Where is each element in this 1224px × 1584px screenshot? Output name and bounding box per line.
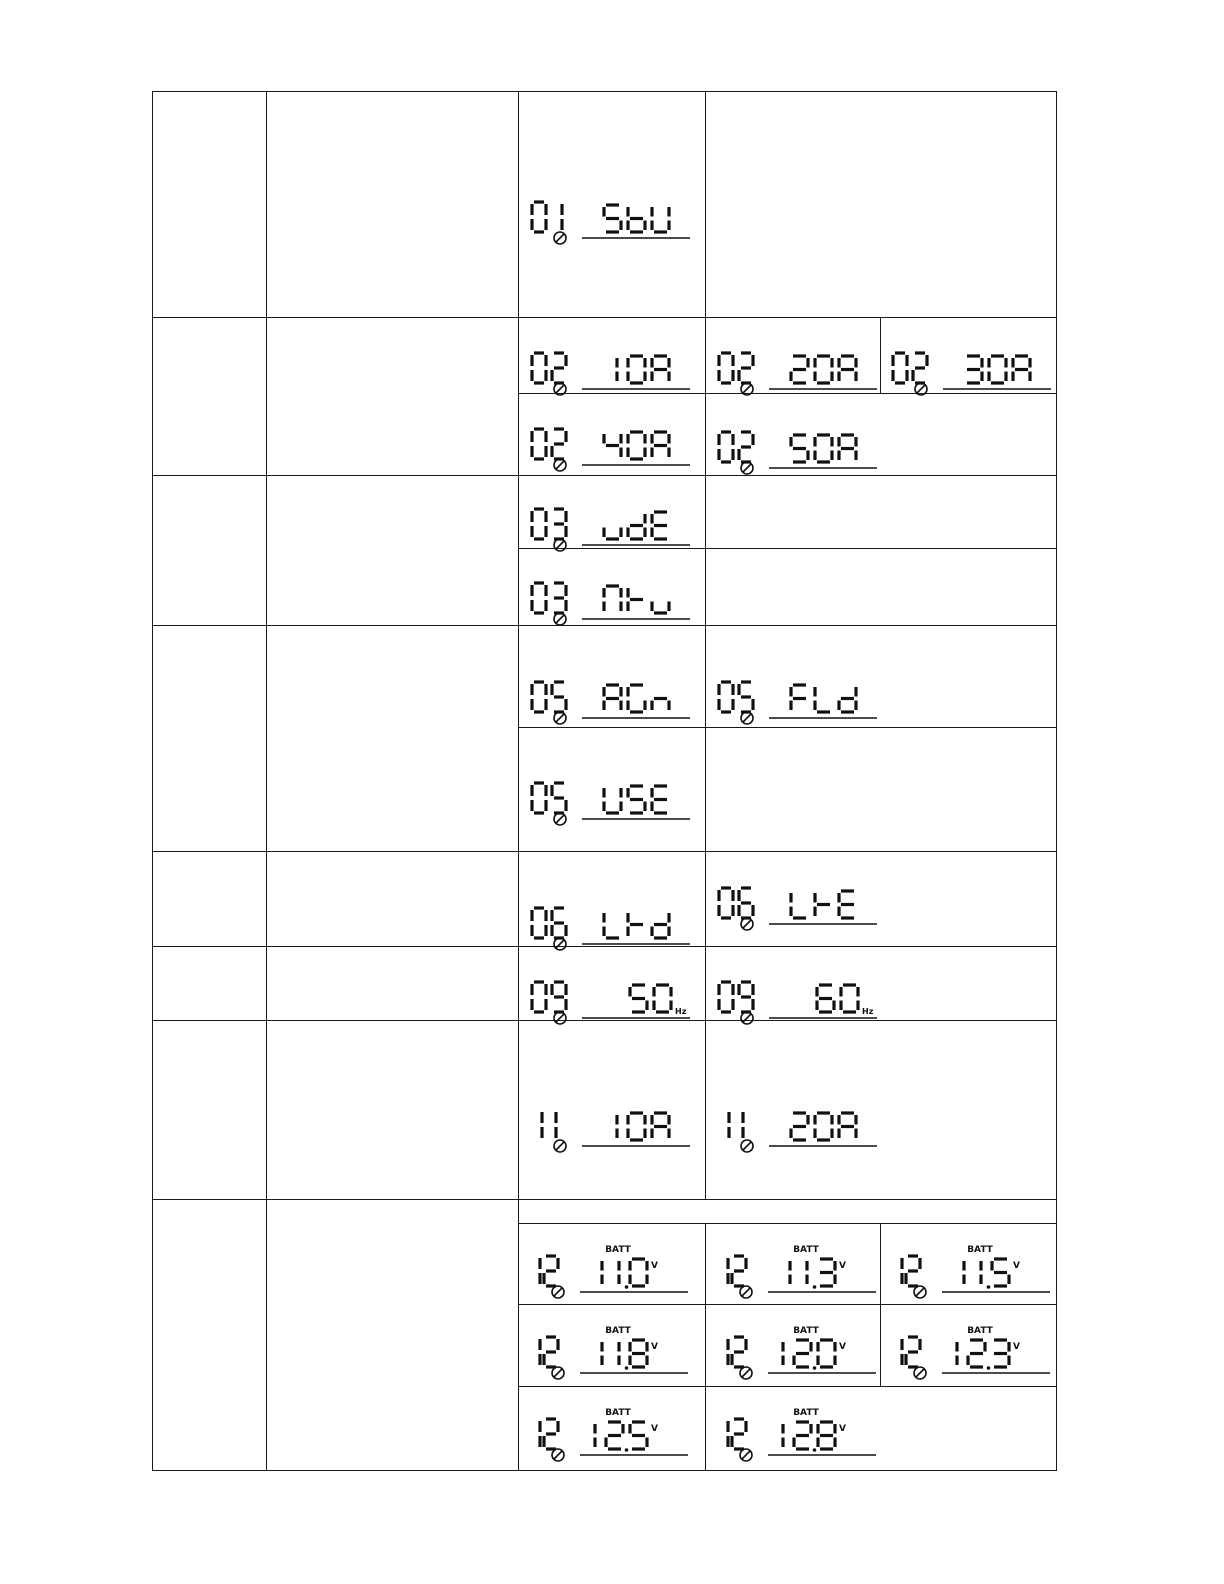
setting-value-digit bbox=[604, 913, 619, 938]
lcd-program-12-11-3v bbox=[714, 1244, 894, 1304]
setting-value-decimal-point bbox=[813, 1285, 817, 1289]
setting-value-decimal-point bbox=[987, 1285, 991, 1289]
setting-value-digit bbox=[967, 356, 982, 383]
lcd-display bbox=[528, 341, 708, 401]
lcd-display bbox=[528, 771, 708, 831]
setting-value-digit bbox=[628, 786, 645, 813]
lcd-program-06-ltd bbox=[528, 896, 708, 956]
program-number-digit bbox=[906, 1256, 920, 1286]
lcd-display bbox=[528, 1098, 708, 1158]
table-rule-vertical bbox=[705, 91, 706, 1200]
unit-label: V bbox=[651, 1424, 658, 1434]
program-number-digit bbox=[732, 1419, 746, 1449]
program-number-digit bbox=[532, 509, 546, 539]
table-rule-vertical bbox=[518, 91, 519, 1471]
lcd-program-09-60hz bbox=[715, 970, 895, 1030]
setting-value-digit bbox=[791, 1113, 808, 1140]
lcd-program-11-10a bbox=[528, 1098, 708, 1158]
batt-badge: BATT bbox=[793, 1408, 819, 1418]
setting-wrench-icon bbox=[554, 813, 566, 825]
lcd-program-03-ude bbox=[528, 497, 708, 557]
unit-label: V bbox=[839, 1342, 846, 1352]
setting-value-digit bbox=[652, 786, 667, 813]
lcd-display bbox=[528, 190, 708, 250]
lcd-display bbox=[526, 1244, 706, 1304]
setting-value-digit bbox=[652, 699, 669, 711]
program-number-digit bbox=[552, 908, 566, 938]
lcd-program-02-20a bbox=[715, 341, 895, 401]
lcd-program-12-11-5v bbox=[888, 1244, 1068, 1304]
program-number-digit bbox=[552, 783, 566, 813]
setting-value-digit bbox=[628, 432, 645, 459]
setting-wrench-icon bbox=[741, 918, 753, 930]
table-rule-horizontal bbox=[152, 851, 1057, 852]
lcd-display bbox=[526, 1407, 706, 1467]
setting-value-digit bbox=[794, 1340, 811, 1367]
batt-badge: BATT bbox=[605, 1326, 631, 1336]
setting-value-digit bbox=[839, 435, 856, 460]
setting-value-digit bbox=[791, 435, 808, 462]
setting-value-digit bbox=[628, 588, 643, 611]
setting-wrench-icon bbox=[554, 938, 566, 950]
unit-label: V bbox=[1013, 1342, 1020, 1352]
setting-value-decimal-point bbox=[987, 1366, 991, 1370]
program-number-digit bbox=[532, 783, 546, 813]
program-number-digit bbox=[532, 202, 546, 232]
setting-value-decimal-point bbox=[625, 1448, 629, 1452]
setting-value-decimal-point bbox=[625, 1366, 629, 1370]
lcd-program-02-30a bbox=[889, 341, 1069, 401]
program-number-digit bbox=[719, 888, 733, 918]
setting-wrench-icon bbox=[741, 462, 753, 474]
setting-wrench-icon bbox=[914, 1286, 926, 1298]
setting-value-digit bbox=[652, 913, 669, 938]
setting-value-digit bbox=[604, 205, 621, 232]
program-number-digit bbox=[719, 682, 733, 712]
lcd-display bbox=[715, 420, 895, 480]
setting-value-decimal-point bbox=[813, 1448, 817, 1452]
setting-wrench-icon bbox=[914, 1367, 926, 1379]
program-number-digit bbox=[739, 353, 753, 383]
lcd-display bbox=[526, 1325, 706, 1385]
setting-wrench-icon bbox=[552, 1286, 564, 1298]
setting-value-digit bbox=[815, 1113, 832, 1140]
unit-label: V bbox=[839, 1261, 846, 1271]
lcd-program-02-40a bbox=[528, 417, 708, 477]
lcd-program-12-12-0v bbox=[714, 1325, 894, 1385]
program-number-digit bbox=[719, 982, 733, 1012]
lcd-program-12-12-8v bbox=[714, 1407, 894, 1467]
setting-value-digit bbox=[989, 356, 1006, 383]
batt-badge: BATT bbox=[967, 1245, 993, 1255]
setting-wrench-icon bbox=[740, 1367, 752, 1379]
setting-value-digit bbox=[604, 434, 621, 457]
setting-wrench-icon bbox=[552, 1449, 564, 1461]
setting-value-digit bbox=[652, 1113, 669, 1138]
program-number-digit bbox=[719, 432, 733, 462]
lcd-program-02-10a bbox=[528, 341, 708, 401]
lcd-display bbox=[528, 896, 708, 956]
setting-value-digit bbox=[841, 985, 858, 1012]
program-number-digit bbox=[913, 353, 927, 383]
lcd-display bbox=[528, 571, 708, 631]
lcd-display bbox=[715, 970, 895, 1030]
lcd-display bbox=[528, 497, 708, 557]
lcd-program-09-50hz bbox=[528, 970, 708, 1030]
program-number-digit bbox=[732, 1337, 746, 1367]
lcd-program-12-11-0v bbox=[526, 1244, 706, 1304]
setting-value-digit bbox=[652, 432, 669, 457]
program-number-digit bbox=[544, 1337, 558, 1367]
setting-value-digit bbox=[628, 356, 645, 383]
unit-label: V bbox=[1013, 1261, 1020, 1271]
program-number-digit bbox=[552, 429, 566, 459]
setting-wrench-icon bbox=[554, 232, 566, 244]
setting-wrench-icon bbox=[554, 459, 566, 471]
program-number-digit bbox=[552, 353, 566, 383]
table-rule-horizontal bbox=[518, 1223, 1057, 1224]
setting-value-digit bbox=[815, 356, 832, 383]
setting-value-digit bbox=[630, 1340, 647, 1367]
setting-value-digit bbox=[654, 985, 671, 1012]
batt-badge: BATT bbox=[605, 1245, 631, 1255]
lcd-display bbox=[888, 1244, 1068, 1304]
lcd-display bbox=[528, 417, 708, 477]
setting-value-digit bbox=[818, 1422, 835, 1449]
setting-value-digit bbox=[791, 685, 806, 710]
setting-value-digit bbox=[839, 891, 854, 918]
table-rule-vertical bbox=[152, 91, 153, 1471]
batt-badge: BATT bbox=[967, 1326, 993, 1336]
program-number-digit bbox=[532, 982, 546, 1012]
program-number-digit bbox=[544, 1419, 558, 1449]
lcd-program-01-sbu bbox=[528, 190, 708, 250]
lcd-program-12-11-8v bbox=[526, 1325, 706, 1385]
setting-value-digit bbox=[628, 685, 645, 712]
setting-value-digit bbox=[630, 1259, 647, 1286]
program-number-digit bbox=[532, 429, 546, 459]
setting-value-digit bbox=[820, 1259, 835, 1286]
setting-value-decimal-point bbox=[625, 1285, 629, 1289]
setting-wrench-icon bbox=[741, 712, 753, 724]
unit-label: Hz bbox=[675, 1007, 687, 1016]
setting-wrench-icon bbox=[741, 383, 753, 395]
setting-value-digit bbox=[604, 685, 621, 710]
setting-value-digit bbox=[994, 1340, 1009, 1367]
batt-badge: BATT bbox=[793, 1245, 819, 1255]
batt-badge: BATT bbox=[605, 1408, 631, 1418]
lcd-program-06-lte bbox=[715, 876, 895, 936]
setting-value-digit bbox=[628, 207, 645, 232]
program-number-digit bbox=[532, 353, 546, 383]
program-number-digit bbox=[554, 509, 566, 539]
setting-value-digit bbox=[839, 356, 856, 381]
setting-value-digit bbox=[628, 514, 645, 539]
lcd-display bbox=[714, 1407, 894, 1467]
lcd-program-12-12-5v bbox=[526, 1407, 706, 1467]
setting-value-digit bbox=[630, 985, 647, 1012]
lcd-display bbox=[715, 670, 895, 730]
setting-value-digit bbox=[815, 687, 830, 712]
setting-value-digit bbox=[839, 687, 856, 712]
setting-value-digit bbox=[791, 356, 808, 383]
setting-wrench-icon bbox=[554, 712, 566, 724]
lcd-program-12-12-3v bbox=[888, 1325, 1068, 1385]
setting-value-digit bbox=[652, 512, 667, 539]
program-number-digit bbox=[532, 682, 546, 712]
setting-value-digit bbox=[628, 1113, 645, 1140]
program-number-digit bbox=[739, 888, 753, 918]
setting-wrench-icon bbox=[915, 383, 927, 395]
setting-value-digit bbox=[839, 1113, 856, 1138]
table-rule-horizontal bbox=[518, 1386, 1057, 1387]
setting-value-digit bbox=[652, 602, 669, 614]
program-number-digit bbox=[739, 682, 753, 712]
setting-value-digit bbox=[652, 207, 669, 232]
program-number-digit bbox=[532, 908, 546, 938]
setting-value-digit bbox=[968, 1340, 985, 1367]
setting-value-digit bbox=[606, 1422, 623, 1449]
setting-value-digit bbox=[604, 528, 621, 540]
setting-value-digit bbox=[817, 985, 834, 1012]
unit-label: Hz bbox=[862, 1007, 874, 1016]
lcd-display bbox=[714, 1244, 894, 1304]
lcd-program-05-fld bbox=[715, 670, 895, 730]
program-number-digit bbox=[732, 1256, 746, 1286]
setting-value-digit bbox=[604, 788, 621, 813]
lcd-display bbox=[528, 970, 708, 1030]
setting-value-digit bbox=[815, 435, 832, 462]
lcd-display bbox=[528, 670, 708, 730]
setting-value-digit bbox=[794, 1422, 811, 1449]
setting-value-digit bbox=[630, 1422, 647, 1449]
lcd-display bbox=[888, 1325, 1068, 1385]
lcd-display bbox=[715, 876, 895, 936]
program-number-digit bbox=[893, 353, 907, 383]
lcd-display bbox=[714, 1325, 894, 1385]
lcd-display bbox=[889, 341, 1069, 401]
lcd-display bbox=[715, 1098, 895, 1158]
setting-wrench-icon bbox=[741, 1012, 753, 1024]
unit-label: V bbox=[839, 1424, 846, 1434]
lcd-program-11-20a bbox=[715, 1098, 895, 1158]
setting-value-digit bbox=[791, 893, 806, 918]
program-number-digit bbox=[739, 982, 753, 1012]
lcd-display bbox=[715, 341, 895, 401]
setting-wrench-icon bbox=[552, 1367, 564, 1379]
program-number-digit bbox=[719, 353, 733, 383]
setting-wrench-icon bbox=[554, 539, 566, 551]
setting-wrench-icon bbox=[740, 1449, 752, 1461]
setting-value-digit bbox=[992, 1259, 1009, 1286]
setting-value-digit bbox=[652, 356, 669, 381]
table-rule-horizontal bbox=[152, 317, 1057, 318]
program-number-digit bbox=[906, 1337, 920, 1367]
lcd-program-02-50a bbox=[715, 420, 895, 480]
lcd-program-05-use bbox=[528, 771, 708, 831]
setting-value-decimal-point bbox=[813, 1366, 817, 1370]
setting-value-digit bbox=[628, 913, 643, 936]
setting-wrench-icon bbox=[554, 1012, 566, 1024]
table-rule-horizontal bbox=[152, 91, 1057, 92]
setting-value-digit bbox=[818, 1340, 835, 1367]
program-number-digit bbox=[554, 583, 566, 613]
program-number-digit bbox=[739, 432, 753, 462]
setting-wrench-icon bbox=[554, 613, 566, 625]
setting-wrench-icon bbox=[741, 1140, 753, 1152]
setting-wrench-icon bbox=[740, 1286, 752, 1298]
setting-value-digit bbox=[1013, 356, 1030, 381]
lcd-program-03-ntu bbox=[528, 571, 708, 631]
program-number-digit bbox=[532, 583, 546, 613]
table-rule-horizontal bbox=[518, 1304, 1057, 1305]
setting-wrench-icon bbox=[554, 383, 566, 395]
lcd-program-05-agn bbox=[528, 670, 708, 730]
table-rule-horizontal bbox=[152, 1199, 1057, 1200]
unit-label: V bbox=[651, 1342, 658, 1352]
table-rule-vertical bbox=[266, 91, 267, 1471]
unit-label: V bbox=[651, 1261, 658, 1271]
program-number-digit bbox=[552, 982, 566, 1012]
program-number-digit bbox=[552, 682, 566, 712]
setting-wrench-icon bbox=[554, 1140, 566, 1152]
setting-value-digit bbox=[604, 586, 621, 611]
program-number-digit bbox=[544, 1256, 558, 1286]
table-rule-horizontal bbox=[152, 1470, 1057, 1471]
batt-badge: BATT bbox=[793, 1326, 819, 1336]
setting-value-digit bbox=[815, 893, 830, 916]
